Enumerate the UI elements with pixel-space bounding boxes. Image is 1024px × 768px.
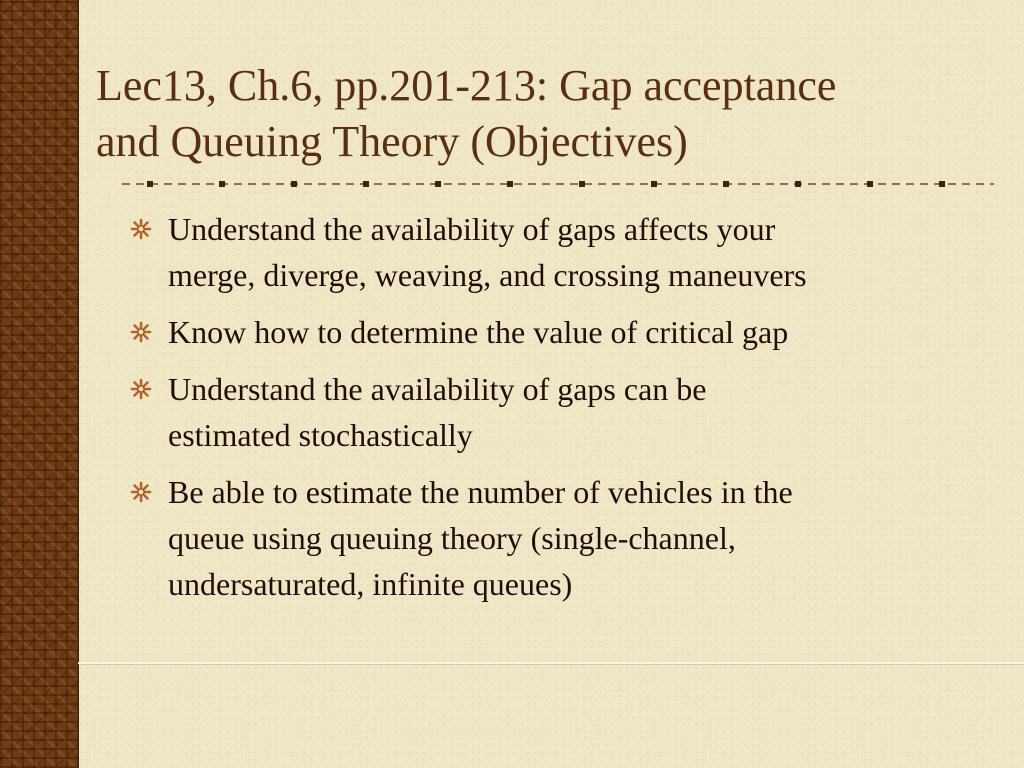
divider-marker — [435, 181, 441, 187]
bullet-text: Be able to estimate the number of vehicles in the queue using queuing theory (single-channel, undersaturated, infinite queues) — [168, 474, 793, 602]
divider-marker — [363, 181, 369, 187]
bullet-text: Understand the availability of gaps affects your merge, diverge, weaving, and crossing maneuvers — [168, 211, 807, 293]
bullet-text: Understand the availability of gaps can be estimated stochastically — [168, 371, 707, 453]
divider-marker — [219, 181, 225, 187]
starburst-icon — [130, 469, 168, 515]
bullet-text: Know how to determine the value of critical gap — [168, 314, 789, 350]
title-line-2: and Queuing Theory (Objectives) — [96, 117, 688, 166]
divider-marker — [507, 181, 513, 187]
starburst-icon — [130, 366, 168, 412]
decorative-side-band — [0, 0, 79, 768]
divider-marker — [147, 181, 153, 187]
bullet-item-2 — [130, 309, 990, 355]
divider-marker — [867, 181, 873, 187]
starburst-icon — [130, 206, 168, 252]
divider-marker — [939, 181, 945, 187]
title-line-1: Lec13, Ch.6, pp.201-213: Gap acceptance — [96, 61, 837, 110]
bullet-list — [130, 206, 990, 618]
slide-title — [96, 58, 996, 170]
divider-marker — [651, 181, 657, 187]
title-divider — [122, 176, 994, 192]
divider-marker — [795, 181, 801, 187]
bullet-item-4 — [130, 469, 990, 607]
bullet-item-1 — [130, 206, 990, 298]
divider-marker — [579, 181, 585, 187]
divider-marker — [291, 181, 297, 187]
bullet-item-3 — [130, 366, 990, 458]
starburst-icon — [130, 309, 168, 355]
divider-marker — [723, 181, 729, 187]
bottom-rule — [78, 662, 1024, 664]
